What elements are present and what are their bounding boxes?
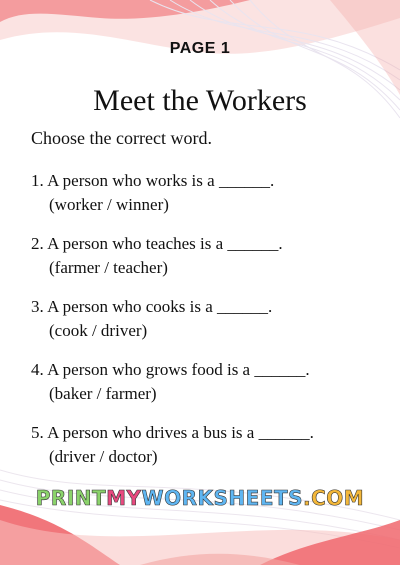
- question-stem: 5. A person who drives a bus is a ______.: [31, 423, 314, 442]
- answer-options: (farmer / teacher): [49, 258, 168, 277]
- answer-options: (baker / farmer): [49, 384, 157, 403]
- question-4: [31, 360, 310, 404]
- question-3: [31, 297, 272, 341]
- answer-options: (cook / driver): [49, 321, 148, 340]
- question-stem: 2. A person who teaches is a ______.: [31, 234, 283, 253]
- question-1: [31, 171, 274, 215]
- question-stem: 4. A person who grows food is a ______.: [31, 360, 310, 379]
- question-2: [31, 234, 283, 278]
- instructions-text: Choose the correct word.: [31, 128, 212, 148]
- question-stem: 3. A person who cooks is a ______.: [31, 297, 273, 316]
- answer-options: (worker / winner): [49, 195, 169, 214]
- page-number-label: PAGE 1: [169, 40, 231, 57]
- question-5: [31, 423, 314, 467]
- answer-options: (driver / doctor): [49, 447, 158, 466]
- brand-logo: PRINTMYWORKSHEETS.COM: [35, 486, 365, 510]
- question-stem: 1. A person who works is a ______.: [31, 171, 275, 190]
- worksheet-title: Meet the Workers: [93, 84, 307, 117]
